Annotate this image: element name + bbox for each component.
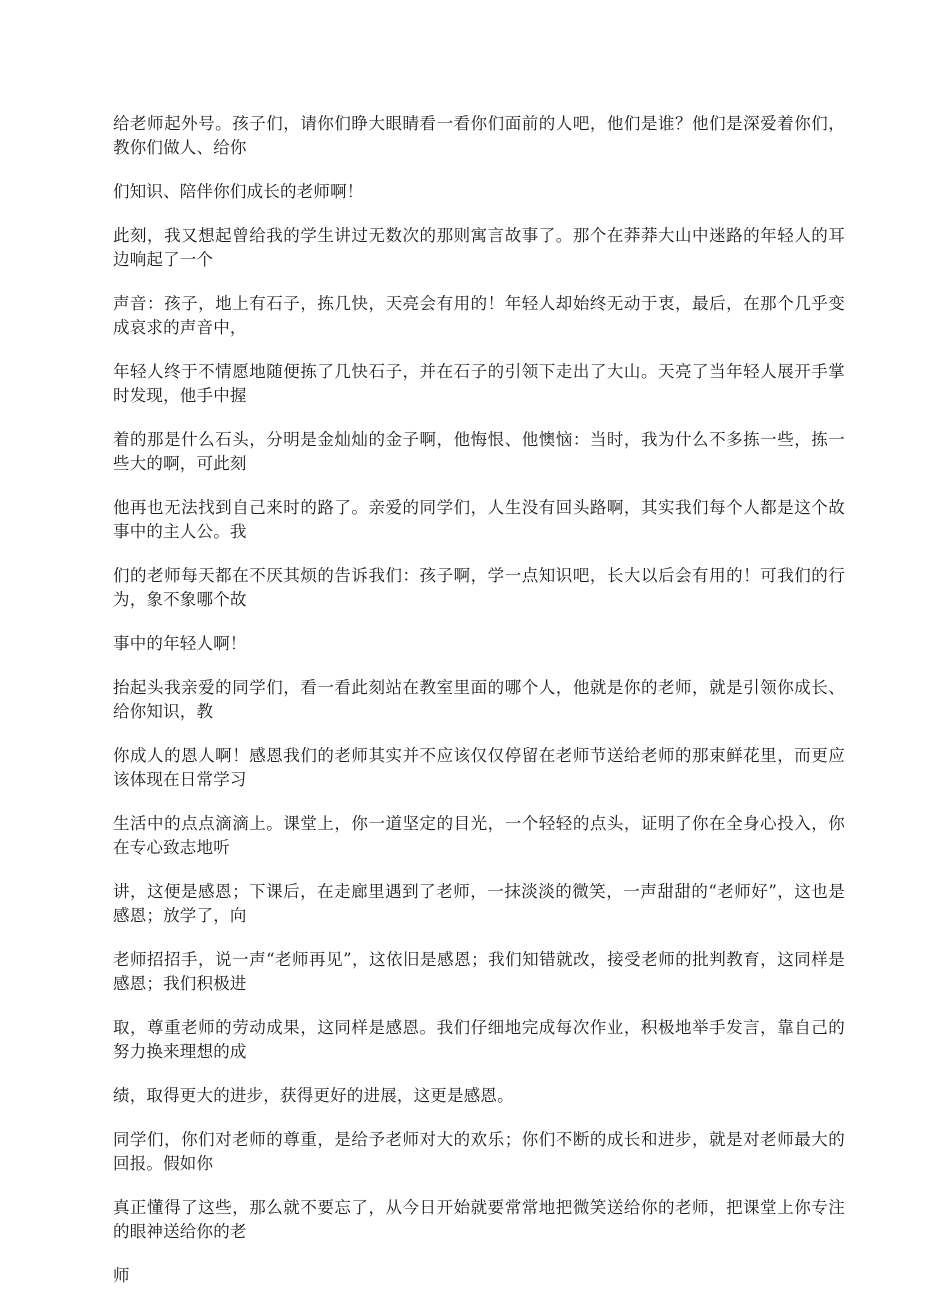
paragraph: 事中的年轻人啊！	[113, 634, 247, 653]
paragraph: 们知识、陪伴你们成长的老师啊！	[113, 182, 364, 201]
paragraph: 年轻人终于不情愿地随便拣了几快石子，并在石子的引领下走出了大山。天亮了当年轻人展开手掌时发现，他手中握	[113, 362, 845, 405]
paragraph: 此刻，我又想起曾给我的学生讲过无数次的那则寓言故事了。那个在莽莽大山中迷路的年轻人的耳边响起了一个	[113, 226, 845, 269]
paragraph: 抬起头我亲爱的同学们，看一看此刻站在教室里面的哪个人，他就是你的老师，就是引领你成长、给你知识，教	[113, 678, 845, 721]
paragraph: 生活中的点点滴滴上。课堂上，你一道坚定的目光，一个轻轻的点头，证明了你在全身心投入，你在专心致志地听	[113, 814, 845, 857]
paragraph: 讲，这便是感恩；下课后，在走廊里遇到了老师，一抹淡淡的微笑，一声甜甜的“老师好”，这也是感恩；放学了，向	[113, 882, 845, 925]
paragraph: 同学们，你们对老师的尊重，是给予老师对大的欢乐；你们不断的成长和进步，就是对老师最大的回报。假如你	[113, 1130, 845, 1173]
paragraph: 声音：孩子，地上有石子，拣几快，天亮会有用的！年轻人却始终无动于衷，最后，在那个几乎变成哀求的声音中，	[113, 294, 845, 337]
paragraph: 老师招招手，说一声“老师再见”，这依旧是感恩；我们知错就改，接受老师的批判教育，这同样是感恩；我们积极进	[113, 950, 845, 993]
paragraph: 他再也无法找到自己来时的路了。亲爱的同学们，人生没有回头路啊，其实我们每个人都是这个故事中的主人公。我	[113, 498, 845, 541]
document-body	[113, 112, 845, 1308]
paragraph: 给老师起外号。孩子们，请你们睁大眼睛看一看你们面前的人吧，他们是谁？他们是深爱着你们，教你们做人、给你	[113, 114, 845, 157]
paragraph: 真正懂得了这些，那么就不要忘了，从今日开始就要常常地把微笑送给你的老师，把课堂上你专注的眼神送给你的老	[113, 1198, 845, 1241]
paragraph: 你成人的恩人啊！感恩我们的老师其实并不应该仅仅停留在老师节送给老师的那束鲜花里，而更应该体现在日常学习	[113, 746, 845, 789]
paragraph: 师	[113, 1266, 130, 1285]
paragraph: 着的那是什么石头，分明是金灿灿的金子啊，他悔恨、他懊恼：当时，我为什么不多拣一些，拣一些大的啊，可此刻	[113, 430, 845, 473]
paragraph: 们的老师每天都在不厌其烦的告诉我们：孩子啊，学一点知识吧，长大以后会有用的！可我们的行为，象不象哪个故	[113, 566, 845, 609]
paragraph: 绩，取得更大的进步，获得更好的进展，这更是感恩。	[113, 1086, 514, 1105]
paragraph: 取，尊重老师的劳动成果，这同样是感恩。我们仔细地完成每次作业，积极地举手发言，靠自己的努力换来理想的成	[113, 1018, 845, 1061]
